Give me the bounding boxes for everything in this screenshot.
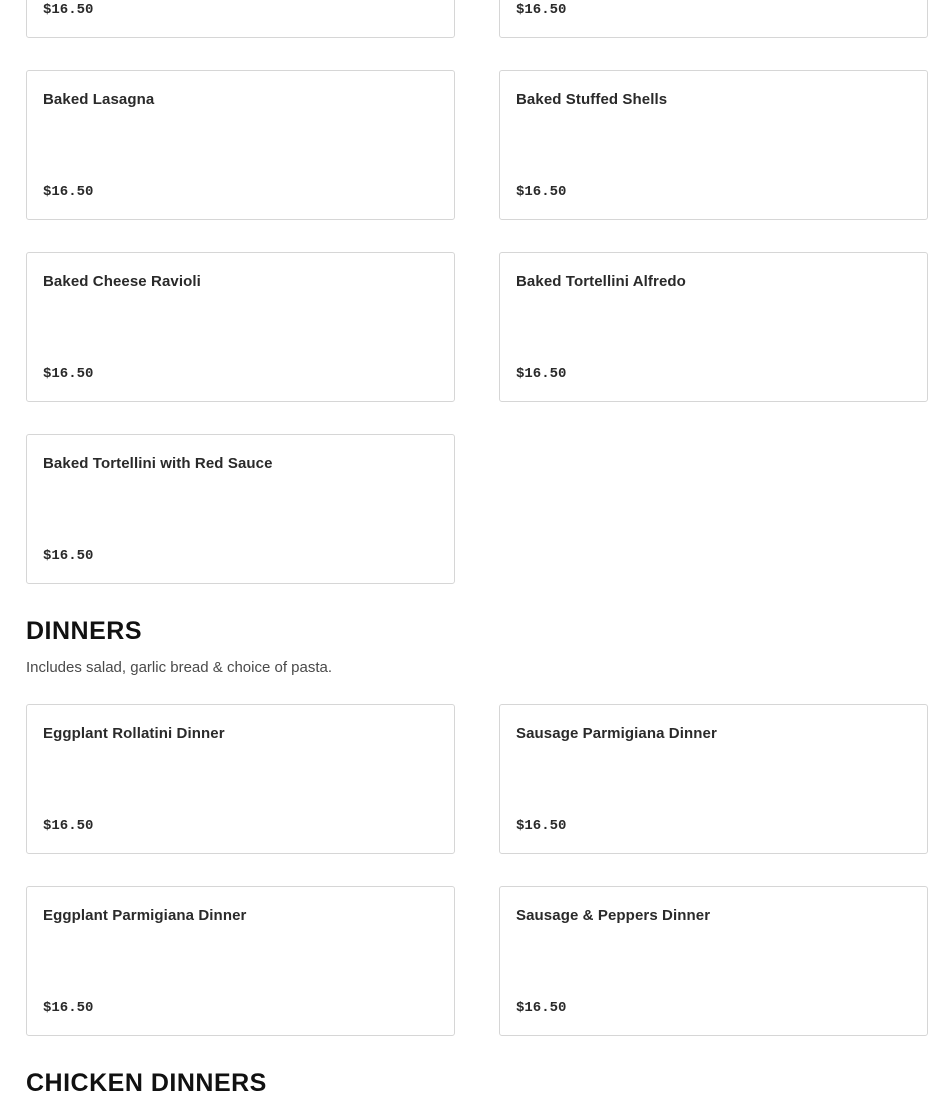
menu-item-card[interactable] <box>26 434 455 584</box>
menu-item-card[interactable] <box>26 0 455 38</box>
menu-item-card[interactable] <box>26 886 455 1036</box>
menu-item-price: $16.50 <box>43 1000 94 1016</box>
menu-item-price: $16.50 <box>43 818 94 834</box>
menu-item-price: $16.50 <box>516 818 567 834</box>
menu-item-price: $16.50 <box>43 548 94 564</box>
menu-item-name: Baked Lasagna <box>43 91 155 108</box>
menu-item-price: $16.50 <box>516 2 567 18</box>
menu-item-name: Baked Stuffed Shells <box>516 91 668 108</box>
menu-item-name: Baked Cheese Ravioli <box>43 273 201 290</box>
menu-item-card[interactable] <box>499 252 928 402</box>
menu-item-card[interactable] <box>499 70 928 220</box>
menu-item-price: $16.50 <box>516 184 567 200</box>
menu-item-name: Eggplant Parmigiana Dinner <box>43 907 247 924</box>
menu-item-price: $16.50 <box>43 184 94 200</box>
menu-item-price: $16.50 <box>43 2 94 18</box>
section-title-chicken-dinners: CHICKEN DINNERS <box>26 1069 267 1097</box>
menu-item-price: $16.50 <box>43 366 94 382</box>
menu-item-card[interactable] <box>499 704 928 854</box>
menu-item-price: $16.50 <box>516 366 567 382</box>
menu-item-name: Baked Tortellini Alfredo <box>516 273 686 290</box>
menu-item-card[interactable] <box>26 70 455 220</box>
menu-item-name: Eggplant Rollatini Dinner <box>43 725 225 742</box>
menu-item-price: $16.50 <box>516 1000 567 1016</box>
menu-item-card[interactable] <box>499 886 928 1036</box>
section-title-dinners: DINNERS <box>26 617 143 645</box>
menu-item-name: Baked Tortellini with Red Sauce <box>43 455 273 472</box>
menu-item-name: Sausage Parmigiana Dinner <box>516 725 717 742</box>
menu-item-card[interactable] <box>499 0 928 38</box>
menu-item-card[interactable] <box>26 252 455 402</box>
section-description-dinners: Includes salad, garlic bread & choice of pasta. <box>26 659 333 676</box>
menu-item-name: Sausage & Peppers Dinner <box>516 907 711 924</box>
menu-item-card[interactable] <box>26 704 455 854</box>
